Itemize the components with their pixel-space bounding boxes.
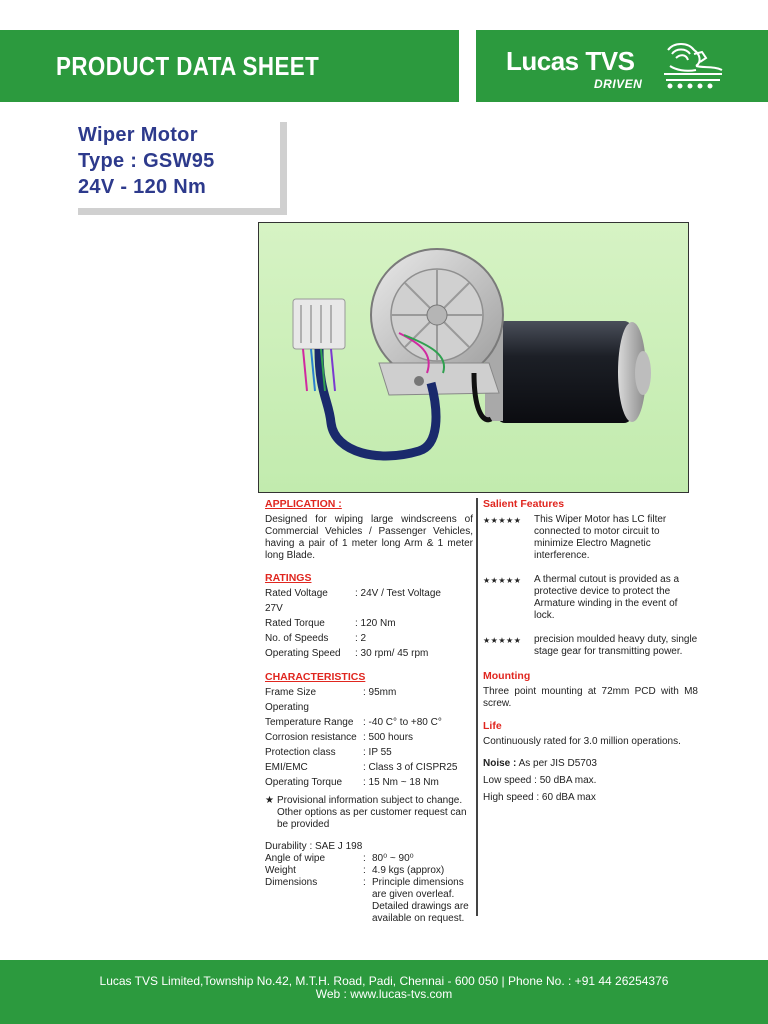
page-title: PRODUCT DATA SHEET <box>56 50 320 81</box>
brand-name: Lucas TVS <box>506 46 635 76</box>
rating-stars-icon: ★★★★★ <box>483 636 522 645</box>
characteristics-row: EMI/EMC : Class 3 of CISPR25 <box>265 762 458 773</box>
durability-row: Dimensions : Principle dimensions are given overleaf. Detailed drawings are available on request. <box>265 877 469 924</box>
noise-value: As per JIS D5703 <box>516 758 597 769</box>
left-spec-column <box>265 498 473 925</box>
noise-high-speed: High speed : 60 dBA max <box>483 792 596 803</box>
characteristics-row: Corrosion resistance : 500 hours <box>265 732 414 743</box>
product-photo <box>258 222 689 493</box>
life-heading: Life <box>483 720 502 732</box>
footer-address: Lucas TVS Limited,Township No.42, M.T.H. Road, Padi, Chennai - 600 050 | Phone No. : +91 44 26254376 <box>99 974 669 988</box>
product-rating: 24V - 120 Nm <box>78 176 207 198</box>
lion-logo-icon <box>656 40 726 92</box>
ratings-row: No. of Speeds : 2 <box>265 633 367 644</box>
characteristics-row: Operating Torque : 15 Nm ~ 18 Nm <box>265 777 439 788</box>
characteristics-heading: CHARACTERISTICS <box>265 671 366 683</box>
footer-website: Web : www.lucas-tvs.com <box>315 987 453 1001</box>
feature-item: ★★★★★ precision moulded heavy duty, single stage gear for transmitting power. <box>483 634 698 657</box>
header-title-bar <box>0 30 459 102</box>
feature-item: ★★★★★ This Wiper Motor has LC filter connected to motor circuit to minimize Electro Magnetic interference. <box>483 514 667 561</box>
wiper-motor-illustration <box>259 223 688 492</box>
brand-bar <box>476 30 768 102</box>
ratings-heading: RATINGS <box>265 572 312 584</box>
footer-bar <box>0 960 768 1024</box>
salient-features-heading: Salient Features <box>483 498 565 510</box>
characteristics-row: Temperature Range : -40 C° to +80 C° <box>265 717 442 728</box>
characteristics-row: Operating <box>265 702 309 713</box>
durability-row: Angle of wipe : 80⁰ ~ 90⁰ <box>265 853 414 864</box>
ratings-row: Rated Voltage : 24V / Test Voltage <box>265 588 441 599</box>
provisional-note <box>265 795 473 831</box>
product-type: Type : GSW95 <box>78 150 215 172</box>
rating-stars-icon: ★★★★★ <box>483 516 522 525</box>
mounting-text: Three point mounting at 72mm PCD with M8 screw. <box>483 686 698 709</box>
product-name: Wiper Motor <box>78 124 198 146</box>
application-text: Designed for wiping large windscreens of Commercial Vehicles / Passenger Vehicles, having a pair of 1 meter long Arm & 1 meter long Blade. <box>265 514 473 561</box>
noise-low-speed: Low speed : 50 dBA max. <box>483 775 597 786</box>
characteristics-row: Frame Size : 95mm <box>265 687 397 698</box>
noise-line <box>483 758 698 770</box>
life-text: Continuously rated for 3.0 million operations. <box>483 736 681 747</box>
durability-table <box>265 853 473 925</box>
ratings-table <box>265 588 473 660</box>
provisional-note-text: Provisional information subject to change. Other options as per customer request can be provided <box>277 795 467 830</box>
star-icon: ★ <box>265 795 274 806</box>
mounting-heading: Mounting <box>483 670 531 682</box>
noise-label: Noise : <box>483 758 517 769</box>
characteristics-row: Protection class : IP 55 <box>265 747 392 758</box>
characteristics-table <box>265 687 473 789</box>
ratings-row: Rated Torque : 120 Nm <box>265 618 396 629</box>
right-spec-column <box>483 498 698 804</box>
product-title-box <box>78 122 287 215</box>
ratings-row: 27V <box>265 603 283 614</box>
durability-title: Durability : SAE J 198 <box>265 841 363 852</box>
brand-tagline: DRIVEN <box>594 77 643 91</box>
rating-stars-icon: ★★★★★ <box>483 576 522 585</box>
feature-item: ★★★★★ A thermal cutout is provided as a protective device to protect the Armature winding in the event of lock. <box>483 574 680 621</box>
column-divider <box>476 498 478 916</box>
ratings-row: Operating Speed : 30 rpm/ 45 rpm <box>265 648 429 659</box>
durability-row: Weight : 4.9 kgs (approx) <box>265 865 445 876</box>
application-heading: APPLICATION : <box>265 498 342 510</box>
